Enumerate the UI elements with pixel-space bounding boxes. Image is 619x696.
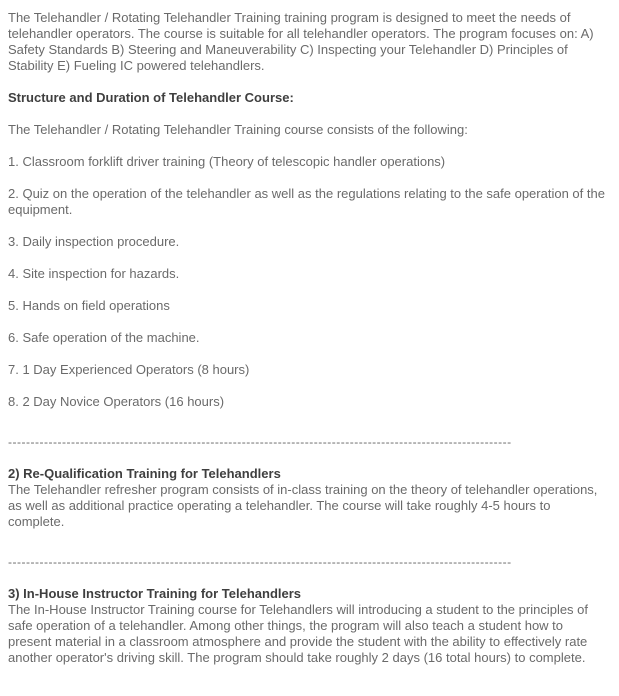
in-house-instructor-section xyxy=(8,586,609,666)
requalification-section xyxy=(8,466,609,530)
list-item-novice-operators: 8. 2 Day Novice Operators (16 hours) xyxy=(8,394,225,409)
list-item-safe-operation: 6. Safe operation of the machine. xyxy=(8,330,200,345)
in-house-instructor-heading: 3) In-House Instructor Training for Telehandlers xyxy=(8,586,302,601)
list-item-daily-inspection: 3. Daily inspection procedure. xyxy=(8,234,180,249)
requalification-heading: 2) Re-Qualification Training for Telehandlers xyxy=(8,466,281,481)
list-item-hands-on: 5. Hands on field operations xyxy=(8,298,170,313)
requalification-paragraph: The Telehandler refresher program consists of in-class training on the theory of telehandler operations, as well as additional practice operating a telehandler. The course will take roughly 4-5 hours to complete. xyxy=(8,482,598,529)
list-item-site-inspection: 4. Site inspection for hazards. xyxy=(8,266,180,281)
intro-paragraph: The Telehandler / Rotating Telehandler Training training program is designed to meet the needs of telehandler operators. The course is suitable for all telehandler operators. The program focuses on: A) Safety Standards B) Steering and Maneuverability C) Inspecting your Telehandler D) Principles of Stability E) Fueling IC powered telehandlers. xyxy=(8,10,594,73)
list-item-experienced-operators: 7. 1 Day Experienced Operators (8 hours) xyxy=(8,362,250,377)
list-item-quiz: 2. Quiz on the operation of the telehandler as well as the regulations relating to the safe operation of the equipment. xyxy=(8,186,605,217)
dashed-divider: ---------------------------------------------------------------------------------------------------------------- xyxy=(8,555,512,569)
course-intro-paragraph: The Telehandler / Rotating Telehandler Training course consists of the following: xyxy=(8,122,468,137)
in-house-instructor-paragraph: The In-House Instructor Training course for Telehandlers will introducing a student to the principles of safe operation of a telehandler. Among other things, the program will also teach a student how to present material in a classroom atmosphere and provide the student with the ability to effectively rate another operator's driving skill. The program should take roughly 2 days (16 total hours) to complete. xyxy=(8,602,589,665)
structure-duration-heading: Structure and Duration of Telehandler Course: xyxy=(8,90,294,105)
list-item-classroom-training: 1. Classroom forklift driver training (Theory of telescopic handler operations) xyxy=(8,154,446,169)
dashed-divider: ---------------------------------------------------------------------------------------------------------------- xyxy=(8,435,512,449)
